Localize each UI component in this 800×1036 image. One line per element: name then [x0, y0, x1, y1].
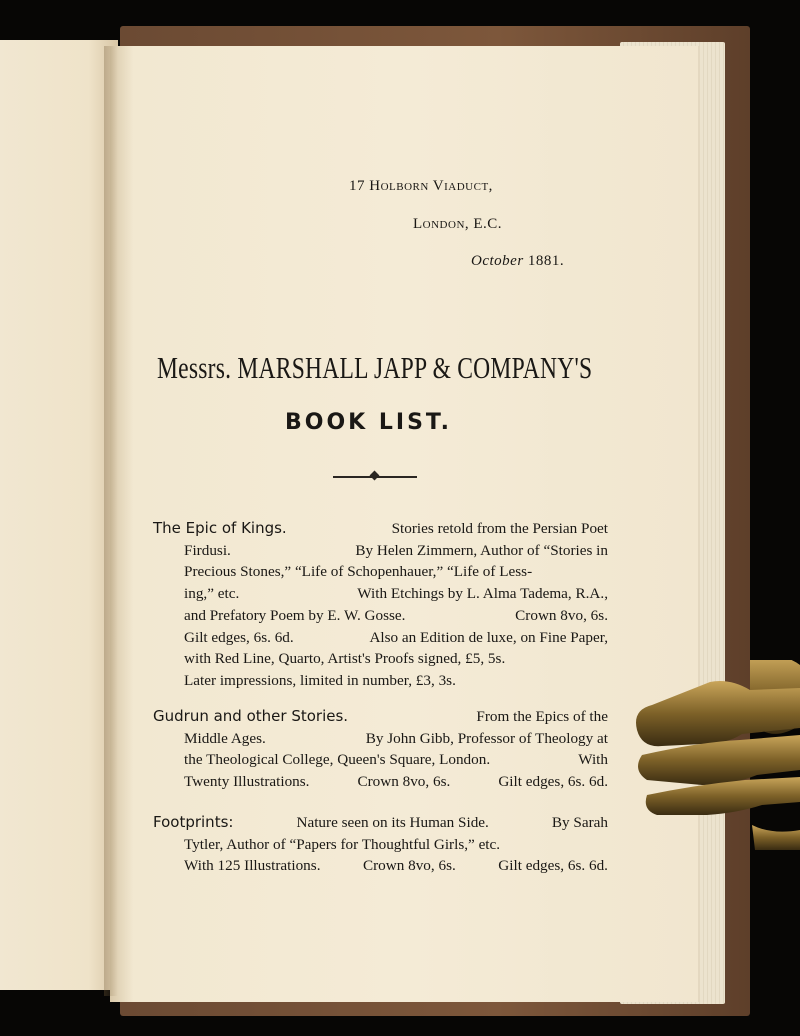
address-date	[471, 253, 564, 270]
entry-text: ing,” etc.	[184, 585, 240, 603]
entry-text: Twenty Illustrations.	[184, 773, 310, 791]
entry-text: With Etchings by L. Alma Tadema, R.A.,	[357, 585, 608, 603]
entry-text: By Helen Zimmern, Author of “Stories in	[355, 541, 608, 559]
date-month: October	[471, 253, 524, 269]
page-title: Messrs. MARSHALL JAPP & COMPANY'S	[157, 350, 593, 385]
entry-text: With	[578, 751, 608, 769]
entry-text: Crown 8vo, 6s.	[515, 606, 608, 624]
entry-text: Precious Stones,” “Life of Schopenhauer,” “Life of Less-	[184, 563, 533, 581]
entry-text: Later impressions, limited in number, £3, 3s.	[184, 671, 456, 689]
book-entry-footprints	[153, 812, 608, 877]
entry-text: the Theological College, Queen's Square, London.	[184, 751, 491, 769]
entry-heading: Footprints:	[153, 813, 234, 831]
entry-text: and Prefatory Poem by E. W. Gosse.	[184, 606, 406, 624]
entry-text: Gilt edges, 6s. 6d.	[498, 773, 608, 791]
entry-text: Crown 8vo, 6s.	[357, 773, 451, 791]
address-city: London, E.C.	[413, 216, 503, 232]
entry-text: Stories retold from the Persian Poet	[391, 520, 608, 537]
entry-text: Middle Ages.	[184, 729, 266, 747]
book-entry-gudrun	[153, 706, 608, 793]
entry-text: Firdusi.	[184, 541, 231, 559]
entry-text: Gilt edges, 6s. 6d.	[498, 857, 608, 875]
entry-text: with Red Line, Quarto, Artist's Proofs signed, £5, 5s.	[184, 650, 506, 668]
book-entry-epic-of-kings	[153, 518, 608, 692]
entry-text: By John Gibb, Professor of Theology at	[365, 729, 608, 747]
entry-text: From the Epics of the	[476, 708, 608, 725]
entry-text: With 125 Illustrations.	[184, 857, 321, 875]
brass-clasp	[632, 660, 800, 850]
left-page	[0, 40, 118, 990]
entry-text: Also an Edition de luxe, on Fine Paper,	[369, 628, 608, 646]
entry-text: Gilt edges, 6s. 6d.	[184, 628, 294, 646]
address-street: 17 Holborn Viaduct,	[349, 178, 493, 194]
entry-heading: The Epic of Kings.	[153, 519, 287, 537]
entry-text: Tytler, Author of “Papers for Thoughtful Girls,” etc.	[184, 835, 501, 853]
book-gutter	[104, 46, 118, 996]
entry-text: Crown 8vo, 6s.	[362, 857, 456, 875]
entry-heading: Gudrun and other Stories.	[153, 707, 349, 725]
entry-text: By Sarah	[551, 814, 608, 831]
entry-text: Nature seen on its Human Side.	[296, 814, 489, 831]
book-list-heading: BOOK LIST.	[285, 410, 452, 435]
date-year: 1881.	[527, 253, 565, 269]
